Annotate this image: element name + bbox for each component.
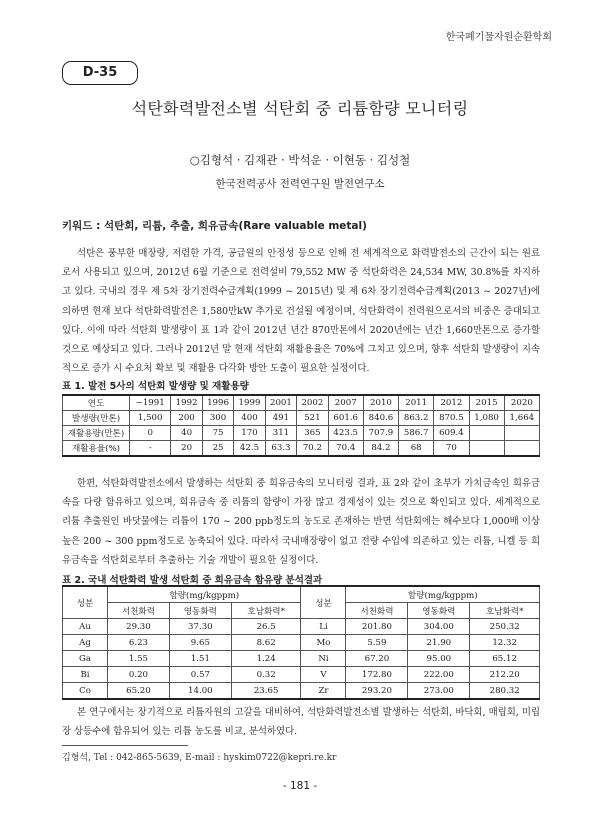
table1-header-cell: 1992	[171, 395, 202, 411]
table1-cell: 25	[202, 441, 233, 457]
table2-plant-header: 영동화력	[408, 603, 470, 619]
table1-cell: 75	[202, 426, 233, 441]
table2-cell: Ni	[301, 651, 346, 667]
table2-cell: 201.80	[346, 619, 408, 635]
table2-cell: 293.20	[346, 683, 408, 700]
table2-cell: 1.51	[169, 651, 231, 667]
table2-element-header: 성분	[301, 586, 346, 619]
table2-cell: 12.32	[470, 635, 540, 651]
table1-cell: 68	[399, 441, 434, 457]
table1-cell: 20	[171, 441, 202, 457]
table2-cell: 14.00	[169, 683, 231, 700]
table2-cell: 1.24	[231, 651, 301, 667]
table1-header-cell: ~1991	[130, 395, 171, 411]
table1-cell	[504, 426, 539, 441]
table-row	[63, 619, 540, 635]
table1-cell: 863.2	[399, 411, 434, 426]
table1-header-cell: 연도	[63, 395, 130, 411]
table2-cell: 0.32	[231, 667, 301, 683]
table1-cell: 200	[171, 411, 202, 426]
table2-cell: Zr	[301, 683, 346, 700]
table1-header-cell: 1999	[234, 395, 265, 411]
table-row	[63, 426, 540, 441]
table1-cell: 609.4	[434, 426, 469, 441]
table1-cell: 707.9	[363, 426, 398, 441]
table1-cell: -	[130, 441, 171, 457]
table2-caption: 표 2. 국내 석탄화력 발생 석탄회 중 희유금속 함유량 분석결과	[62, 575, 323, 586]
table2-content-header: 함량(mg/kgppm)	[346, 586, 540, 603]
corresponding-author-footnote: 김형석, Tel : 042-865-5639, E-mail : hyskim0722@kepri.re.kr	[62, 753, 337, 763]
table2-cell: 172.80	[346, 667, 408, 683]
table1-header-cell: 2010	[363, 395, 398, 411]
author-list: ○김형석 · 김재관 · 박석운 · 이현동 · 김성철	[189, 153, 411, 167]
table2-header-row	[63, 586, 540, 603]
footnote-divider	[62, 745, 188, 746]
table1-cell: 발생량(만톤)	[63, 411, 130, 426]
table2-cell: 1.55	[108, 651, 170, 667]
table1-cell: 491	[265, 411, 296, 426]
table2-content-header: 함량(mg/kgppm)	[108, 586, 301, 603]
table1-caption: 표 1. 발전 5사의 석탄회 발생량 및 재활용량	[62, 381, 249, 392]
table1-cell: 재활용율(%)	[63, 441, 130, 457]
table2-plant-header: 서천화력	[346, 603, 408, 619]
table2-plant-header: 호남화력*	[231, 603, 301, 619]
table2-cell: 5.59	[346, 635, 408, 651]
table2-cell: 95.00	[408, 651, 470, 667]
body-paragraph-2: 한편, 석탄화력발전소에서 발생하는 석탄회 중 희유금속의 모니터링 결과, 표 2와 같이 초부가 가치금속인 희유금속을 다량 함유하고 있으며, 희유금속 중 리튬의 함량이 가장 많고 경제성이 있는 것으로 확인되고 있다. 세계적으로 리튬 추출원인 바닷물에는 리튬이 170 ~ 200 ppb정도의 농도로 존재하는 반면 석탄회에는 해수보다 1,000배 이상 높은 200 ~ 300 ppm정도로 농축되어 있다. 따라서 국내매장량이 없고 전량 수입에 의존하고 있는 리튬, 니켈 등 희유금속을 석탄회로부터 추출하는 기술 개발이 필요한 실정이다.	[62, 478, 540, 566]
table1-coal-ash-generation	[62, 394, 540, 457]
table1-cell: 400	[234, 411, 265, 426]
table1-header-cell: 2001	[265, 395, 296, 411]
table1-cell: 170	[234, 426, 265, 441]
table2-cell: 21.90	[408, 635, 470, 651]
table2-cell: 8.62	[231, 635, 301, 651]
table1-cell: 1,664	[504, 411, 539, 426]
table2-cell: 304.00	[408, 619, 470, 635]
body-paragraph-3: 본 연구에서는 장기적으로 리튬자원의 고갈을 대비하여, 석탄화력발전소별 발생하는 석탄회, 바닥회, 매립회, 미립장 상등수에 함유되어 있는 리튬 농도를 비교, 분석하였다.	[62, 707, 540, 738]
table1-cell: 70.2	[297, 441, 328, 457]
table1-cell: 423.5	[328, 426, 363, 441]
table1-cell: 70	[434, 441, 469, 457]
table2-cell: 67.20	[346, 651, 408, 667]
table2-cell: 0.57	[169, 667, 231, 683]
page-number: - 181 -	[282, 780, 318, 792]
table1-cell: 300	[202, 411, 233, 426]
table2-cell: Au	[63, 619, 108, 635]
table2-cell: Bi	[63, 667, 108, 683]
table2-plant-header: 영동화력	[169, 603, 231, 619]
table1-header-cell: 2020	[504, 395, 539, 411]
table1-header-cell: 2007	[328, 395, 363, 411]
table-row	[63, 411, 540, 426]
table-row	[63, 651, 540, 667]
table2-cell: 65.12	[470, 651, 540, 667]
table1-cell: 521	[297, 411, 328, 426]
body-paragraph-1: 석탄은 풍부한 매장량, 저렴한 가격, 공급원의 안정성 등으로 인해 전 세계적으로 화력발전소의 근간이 되는 원료로서 사용되고 있으며, 2012년 6월 기준으로 전력설비 79,552 MW 중 석탄화력은 24,534 MW, 30.8%를 차지하고 있다. 국내의 경우 제 5차 장기전력수급계획(1999 ~ 2015년) 및 제 6차 장기전력수급계획(2013 ~ 2027년)에 의하면 현재 보다 석탄화력발전은 1,580만kW 추가로 건설될 예정이며, 석탄화력이 전력원으로서의 비중은 증대되고 있다. 이에 따라 석탄회 발생량이 표 1과 같이 2012년 년간 870만톤에서 2020년에는 년간 1,660만톤으로 증가할 것으로 예상되고 있다. 그러나 2012년 말 현재 석탄회 재활용율은 70%에 그치고 있으며, 향후 석탄회 발생량이 지속적으로 증가 시 수요처 확보 및 재활용 다각화 방안 도출이 필요한 실정이다.	[62, 248, 540, 375]
table1-cell	[504, 441, 539, 457]
table1-cell	[469, 426, 504, 441]
society-header: 한국폐기물자원순환학회	[445, 32, 552, 43]
table2-cell: 29.30	[108, 619, 170, 635]
keywords: 키워드 : 석탄회, 리튬, 추출, 희유금속(Rare valuable metal)	[62, 220, 367, 232]
abstract-id-badge: D-35	[62, 61, 138, 85]
paper-title: 석탄화력발전소별 석탄회 중 리튬함량 모니터링	[131, 99, 469, 118]
table2-cell: 250.32	[470, 619, 540, 635]
table2-cell: 37.30	[169, 619, 231, 635]
table1-header-row	[63, 395, 540, 411]
table1-cell: 601.6	[328, 411, 363, 426]
table2-cell: 23.65	[231, 683, 301, 700]
table2-cell: Ag	[63, 635, 108, 651]
table2-plant-header: 서천화력	[108, 603, 170, 619]
table-row	[63, 683, 540, 700]
table2-cell: Li	[301, 619, 346, 635]
table1-cell: 70.4	[328, 441, 363, 457]
table1-cell: 1,500	[130, 411, 171, 426]
table1-cell: 63.3	[265, 441, 296, 457]
table1-header-cell: 2015	[469, 395, 504, 411]
table2-cell: Ga	[63, 651, 108, 667]
affiliation: 한국전력공사 전력연구원 발전연구소	[215, 178, 385, 190]
table1-cell: 311	[265, 426, 296, 441]
table2-cell: 65.20	[108, 683, 170, 700]
table1-cell: 재활용량(만톤)	[63, 426, 130, 441]
table2-cell: V	[301, 667, 346, 683]
table1-cell: 365	[297, 426, 328, 441]
table2-cell: 212.20	[470, 667, 540, 683]
table1-header-cell: 2012	[434, 395, 469, 411]
table2-cell: Mo	[301, 635, 346, 651]
table-row	[63, 667, 540, 683]
table2-cell: 280.32	[470, 683, 540, 700]
table1-cell: 870.5	[434, 411, 469, 426]
table2-rare-metal-content	[62, 585, 540, 700]
table2-cell: 0.20	[108, 667, 170, 683]
table1-cell: 42.5	[234, 441, 265, 457]
table1-cell: 586.7	[399, 426, 434, 441]
table2-cell: 6.23	[108, 635, 170, 651]
table1-cell	[469, 441, 504, 457]
table2-cell: 273.00	[408, 683, 470, 700]
table2-cell: Co	[63, 683, 108, 700]
table-row	[63, 441, 540, 457]
table1-cell: 84.2	[363, 441, 398, 457]
table1-header-cell: 2011	[399, 395, 434, 411]
table2-plant-header: 호남화력*	[470, 603, 540, 619]
table2-element-header: 성분	[63, 586, 108, 619]
table1-header-cell: 1996	[202, 395, 233, 411]
table1-cell: 0	[130, 426, 171, 441]
table-row	[63, 635, 540, 651]
table1-header-cell: 2002	[297, 395, 328, 411]
table1-cell: 40	[171, 426, 202, 441]
table1-cell: 840.6	[363, 411, 398, 426]
table1-cell: 1,080	[469, 411, 504, 426]
table2-cell: 222.00	[408, 667, 470, 683]
table2-cell: 9.65	[169, 635, 231, 651]
table2-cell: 26.5	[231, 619, 301, 635]
